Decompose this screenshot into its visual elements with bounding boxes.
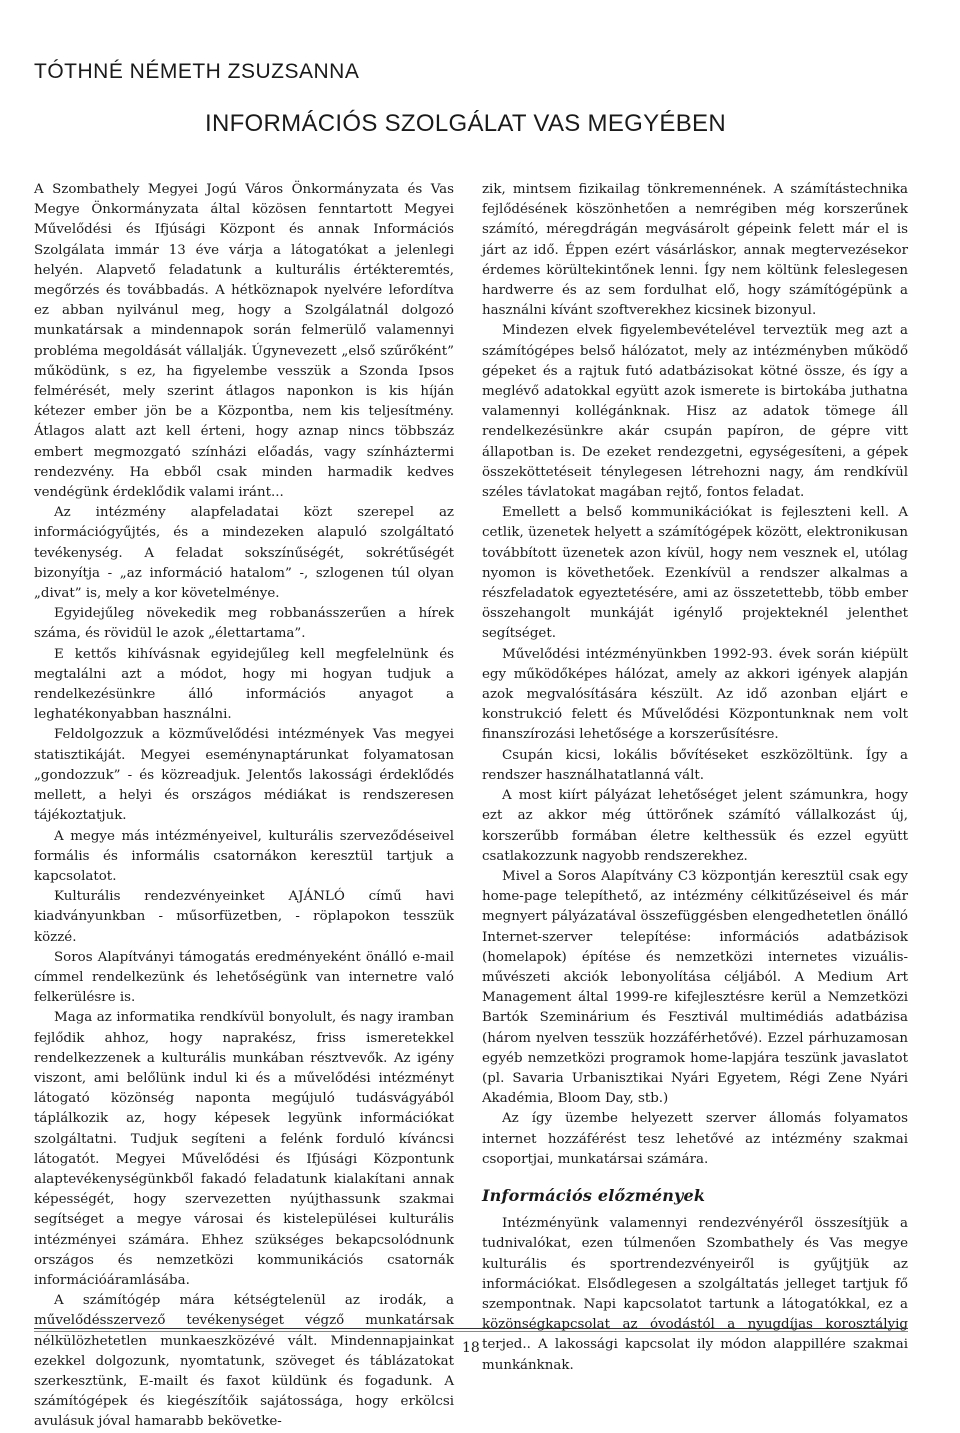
paragraph: Mivel a Soros Alapítvány C3 központján keresztül csak egy home-page telepíthető, az intézmény célkitűzéseivel és már megnyert pályázatával összefüggésben elengedhetetlen önálló Internet-szerver telepítése: információs adatbázisok (homelapok) építése és nemzetközi internetes vizuális-művészeti akciók lebonyolítása céljából. A Medium Art Management által 1999-re kifejlesztésre kerül a Nemzetközi Bartók Szeminárium és Fesztivál multimédiás adatbázisa (három nyelven tesszük hozzáférhetővé). Ezzel párhuzamosan egyéb nemzetközi programok home-lapjára teszünk javaslatot (pl. Savaria Urbanisztikai Nyári Egyetem, Régi Zene Nyári Akadémia, Bloom Day, stb.) xyxy=(482,868,908,1107)
footer-rule xyxy=(34,1328,908,1329)
footer-rule-secondary xyxy=(34,1331,908,1332)
paragraph: Művelődési intézményünkben 1992-93. évek során kiépült egy működőképes hálózat, amely az akkori igények alapján azok megvalósítására készült. Az idő azonban eljárt e konstrukció felett és Művelődési Központunknak nem volt finanszírozási lehetősége a korszerűsítésre. xyxy=(482,646,908,743)
paragraph: Kulturális rendezvényeinket AJÁNLÓ című havi kiadványunkban - műsorfüzetben, - röplapokon tesszük közzé. xyxy=(34,889,454,945)
author-name: TÓTHNÉ NÉMETH ZSUZSANNA xyxy=(34,60,360,83)
paragraph: Egyidejűleg növekedik meg robbanásszerűen a hírek száma, és rövidül le azok „élettartama”. xyxy=(34,606,454,642)
paragraph: Emellett a belső kommunikációkat is fejleszteni kell. A cetlik, üzenetek helyett a számítógépek között, elektronikusan továbbított üzenetek azon kívül, hogy nem vesznek el, utólag nyomon is követhetőek. Ezenkívül a rendszer alkalmas a részfeladatok egyeztetésére, ami az összetettebb, több ember összehangolt munkáját igénylő projekteknél jelenthet segítséget. xyxy=(482,505,908,642)
paragraph: A megye más intézményeivel, kulturális szerveződéseivel formális és informális csatornákon keresztül tartjuk a kapcsolatot. xyxy=(34,828,454,884)
paragraph: A Szombathely Megyei Jogú Város Önkormányzata és Vas Megye Önkormányzata által közösen fenntartott Megyei Művelődési és Ifjúsági Központ és annak Információs Szolgálata immár 13 éve várja a látogatókat a jelenlegi helyén. Alapvető feladatunk a kulturális értékteremtés, megőrzés és továbbadás. A hétköznapok nyelvére lefordítva ez abban nyilvánul meg, hogy a Szolgálatnál dolgozó munkatársak a mindennapok során felmerülő valamennyi probléma megoldását vállalják. Úgynevezett „első szűrőként” működünk, s ez, ha figyelembe vesszük a Szonda Ipsos felmérését, mely szerint átlagos naponkon is kis híján kétezer ember jön be a Központba, nem kis teljesítmény. Átlagos alatt azt kell érteni, hogy aznap nincs többszáz embert megmozgató színházi előadás, vagy színháztermi rendezvény. Ha ebből csak minden harmadik kedves vendégünk érdeklődik valami iránt... xyxy=(34,182,454,501)
paragraph: Az intézmény alapfeladatai közt szerepel az információgyűjtés, és a mindezeken alapuló szolgáltató tevékenység. A feladat sokszínűségét, sokrétűségét bizonyítja - „az információ hatalom” -, szlogenen túl olyan „divat” is, mely a kor követelménye. xyxy=(34,505,454,602)
paragraph: zik, mintsem fizikailag tönkremennének. A számítástechnika fejlődésének köszönhetően a nemrégiben még korszerűnek számító, méregdrágán megvásárolt gépeink felett már el is járt az idő. Éppen ezért vásárláskor, annak megtervezésekor érdemes körültekintőnek lenni. Így nem költünk feleslegesen hardwerre és az sem fordulhat elő, hogy számítógépünk a használni kívánt szoftverekhez kicsinek bizonyul. xyxy=(482,182,908,319)
paragraph: Intézményünk valamennyi rendezvényéről összesítjük a tudnivalókat, ezen túlmenően Szombathely és Vas megye kulturális és sportrendezvényeiről is gyűjtjük az információkat. Elsődlegesen a szolgáltatás jelleget tartjuk fő szempontnak. Napi kapcsolatot tartunk a látogatókkal, ez a közönségkapcsolat az óvodástól a nyugdíjas korosztályig terjed.. A lakossági kapcsolat ily módon alappillére szakmai munkánknak. xyxy=(482,1216,908,1373)
paragraph: Soros Alapítványi támogatás eredményeként önálló e-mail címmel rendelkezünk és lehetőségünk van internetre való felkerülésre is. xyxy=(34,949,454,1006)
paragraph: A számítógép mára kétségtelenül az irodák, a művelődésszervező tevékenységet végző munkatársak nélkülözhetetlen munkaeszközévé vált. Mindennapjainkat ezekkel dolgozunk, nyomtatunk, szöveget és táblázatokat szerkesztünk, E-mailt és faxot küldünk és fogadunk. A számítógépek és kiegészítőik sajátossága, hogy erkölcsi avulásuk jóval hamarabb bekövetke- xyxy=(34,1293,454,1430)
left-column xyxy=(34,180,454,1433)
paragraph: Feldolgozzuk a közművelődési intézmények Vas megyei statisztikáját. Megyei eseménynaptárunkat folyamatosan „gondozzuk” - és közreadjuk. Jelentős lakossági érdeklődés mellett, a helyi és országos médiákat is rendszeresen tájékoztatjuk. xyxy=(34,727,454,824)
paragraph: E kettős kihívásnak egyidejűleg kell megfelelnünk és megtalálni azt a módot, hogy mi hogyan tudjuk a rendelkezésünkre álló információs anyagot a leghatékonyabban használni. xyxy=(34,646,454,723)
paragraph: A most kiírt pályázat lehetőséget jelent számunkra, hogy ezt az akkor még úttörőnek számító vállalkozást új, korszerűbb formában életre kelthessük és ezzel együtt csatlakozzunk nagyobb rendszerekhez. xyxy=(482,788,908,864)
paragraph: Mindezen elvek figyelembevételével terveztük meg azt a számítógépes belső hálózatot, mely az intézményben működő gépeket és a rajtuk futó adatbázisokat kötné össze, és így a meglévő adatokkal együtt azok ismerete is birtokába juthatna valamennyi kollégánknak. Hisz az adatok tömege áll rendelkezésünkre akár csupán papíron, de gépre vitt állapotban is. De ezeket rendezgetni, egységesíteni, a gépek összeköttetéseit ténylegesen létrehozni nagy, ám rendkívül széles távlatokat magában rejtő, fontos feladat. xyxy=(482,323,908,501)
section-heading: Információs előzmények xyxy=(482,1185,706,1205)
page-number: 18 xyxy=(462,1340,480,1356)
paragraph: Csupán kicsi, lokális bővítéseket eszközöltünk. Így a rendszer használhatatlanná vált. xyxy=(482,747,908,783)
article-title: INFORMÁCIÓS SZOLGÁLAT VAS MEGYÉBEN xyxy=(205,110,726,137)
right-column xyxy=(482,180,908,1376)
paragraph: Maga az informatika rendkívül bonyolult, és nagy iramban fejlődik ahhoz, hogy naprakész, friss ismeretekkel rendelkezzenek a kulturális munkában résztvevők. Az igény viszont, ami belőlünk indul ki és a művelődési intézményt látogató közönség naponta megújuló tudásvágyából táplálkozik az, hogy képesek legyünk információkat szolgáltatni. Tudjuk segíteni a felénk forduló kíváncsi látogatót. Megyei Művelődési és Ifjúsági Központunk alaptevékenységünkből fakadó feladatunk kialakítani annak képességét, hogy szervezetten nyújthassunk szakmai segítséget a megye városai és kistelepülései kulturális intézményei számára. Ehhez szükséges bekapcsolódnunk országos és nemzetközi kommunikációs csatornák információáramlásába. xyxy=(34,1010,454,1288)
paragraph: Az így üzembe helyezett szerver állomás folyamatos internet hozzáférést tesz lehetővé az intézmény szakmai csoportjai, munkatársai számára. xyxy=(482,1111,908,1167)
